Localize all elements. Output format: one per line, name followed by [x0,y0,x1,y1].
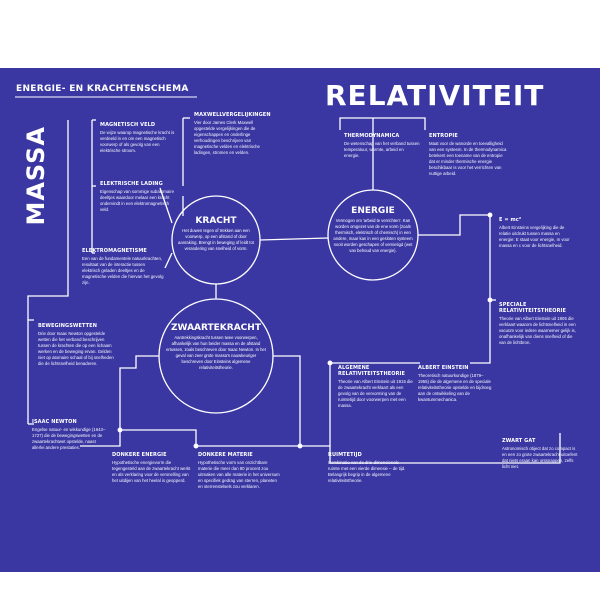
node-zwaartekracht-text: Aantrekkingskracht tussen twee voorwerpen, afhankelijk van hun beider massa en de afstand ertussen, zoals beschreven door Isaac Newton. In het geval van zeer grote massa's nauwkeuriger beschreven door Einsteins algemene relativiteitstheorie. [166,335,266,371]
box-isaac-newton-title: ISAAC NEWTON [32,419,77,425]
box-entropie [429,134,507,177]
node-kracht-title: KRACHT [195,216,237,226]
box-speciale-rt-text: Theorie van Albert Einstein uit 1905 die verklaart waarom de lichtsnelheid in een vacuüm voor iedere waarnemer gelijk is, onafhankelijk van diens snelheid of die van de lichtbron. [499,315,576,345]
box-entropie-text: Maat voor de wanorde en toevalligheid van een systeem. In de thermodynamica betekent een toename van de entropie dat er minder thermische energie beschikbaar is voor het verrichten van nuttige arbeid. [429,140,507,177]
box-albert-einstein [418,366,492,403]
node-energie-text: Vermogen om 'arbeid te verrichten'. Kan worden omgezet van de ene vorm (zoals thermisch, elektrisch of chemisch) in een andere, maar kan in een gesloten systeem nooit worden geschapen of vernietigd (wet van behoud van energie). [333,218,413,254]
node-energie-title: ENERGIE [351,206,395,216]
box-thermodynamica-title: THERMODYNAMICA [344,133,400,139]
box-magnetisch-veld [100,123,176,154]
box-albert-einstein-text: Theoretisch natuurkundige (1879–1955) die de algemene en de speciale relativiteitstheorie opstelde en bijdroeg aan de ontwikkeling van de kwantummechanica. [418,372,492,403]
box-maxwell-text: Vier door James Clerk Maxwell opgestelde vergelijkingen die de eigenschappen en onderlinge verhoudingen beschrijven van magnetische velden en elektrische ladingen, stromen en velden. [194,119,260,156]
box-bewegingswetten-title: BEWEGINGSWETTEN [38,323,97,329]
box-thermodynamica [344,134,420,159]
box-speciale-rt [499,303,577,346]
box-algemene-rt-text: Theorie van Albert Einstein uit 1915 die de zwaartekracht verklaart als een gevolg van de vervorming van de ruimtetijd door voorwerpen met een massa. [338,378,413,408]
box-elektromagnetisme-title: ELEKTROMAGNETISME [82,248,147,254]
side-title: MASSA [22,126,50,226]
node-zwaartekracht-title: ZWAARTEKRACHT [171,323,261,333]
box-donkere-energie-text: Hypothetische energievorm die tegengesteld aan de zwaartekracht werkt en als verklaring voor de versnelling van het uitdijen van het heelal is geopperd. [112,459,191,484]
box-elektromagnetisme [82,249,164,286]
box-ruimtetijd-text: Combinatie van de drie-dimensionale ruimte met een vierde dimensie – de tijd. Belangrijk begrip in de algemene relativiteitstheorie. [328,459,406,484]
box-bewegingswetten [38,324,118,367]
box-speciale-rt-title: SPECIALE RELATIVITEITSTHEORIE [499,302,567,314]
box-ruimtetijd-title: RUIMTETIJD [328,452,362,458]
box-isaac-newton-text: Engelse natuur- en wiskundige (1643–1727) die de bewegingswetten en de zwaartekrachtwet opstelde, naast allerlei andere prestaties. [32,426,106,451]
box-magnetisch-veld-title: MAGNETISCH VELD [100,122,156,128]
node-energie [332,206,414,255]
box-magnetisch-veld-text: De wijze waarop magnetische kracht is verdeeld in en om een magnetisch voorwerp of als gevolg van een elektrische stroom. [100,129,175,154]
box-emc2 [499,218,575,249]
box-donkere-materie [198,453,282,490]
box-donkere-energie [112,453,192,484]
box-emc2-title: E = mc² [499,217,522,223]
box-albert-einstein-title: ALBERT EINSTEIN [418,365,469,371]
box-thermodynamica-text: De wetenschap van het verband tussen temperatuur, warmte, arbeid en energie. [344,140,420,158]
node-zwaartekracht [166,323,266,372]
box-donkere-energie-title: DONKERE ENERGIE [112,452,167,458]
box-elektrische-lading-title: ELEKTRISCHE LADING [100,181,163,187]
box-algemene-rt-title: ALGEMENE RELATIVITEITSTHEORIE [338,365,406,377]
box-zwart-gat [502,439,580,470]
box-donkere-materie-text: Hypothetische vorm van onzichtbare materie die meer dan 80 procent zou uitmaken van alle materie in het universum en specifiek gedrag van sterren, planeten en sterrenstelsels zou verklaren. [198,459,280,490]
box-donkere-materie-title: DONKERE MATERIE [198,452,253,458]
box-entropie-title: ENTROPIE [429,133,458,139]
box-isaac-newton [32,420,108,451]
box-zwart-gat-title: ZWART GAT [502,438,536,444]
box-zwart-gat-text: Astronomisch object dat zo compact is en een zo grote zwaartekracht uitoefent dat niets eraan kan ontsnappen, zelfs licht niet. [502,445,578,470]
main-title: RELATIVITEIT [325,79,545,112]
poster [0,68,600,572]
node-kracht [178,216,254,252]
box-maxwell-title: MAXWELLVERGELIJKINGEN [194,112,271,118]
box-elektromagnetisme-text: Een van de fundamentele natuurkrachten, resultaat van de interactie tussen elektrisch geladen deeltjes en de magnetische velden die hiervan het gevolg zijn. [82,255,164,286]
box-maxwell [194,113,274,156]
box-elektrische-lading [100,182,176,213]
node-kracht-text: Het duwen tegen of trekken aan een voorwerp, op een afstand of door aanraking. Brengt in beweging of leidt tot verandering van snelheid of vorm. [178,228,254,252]
box-emc2-text: Albert Einsteins vergelijking die de relatie uitdrukt tussen massa en energie: E staat voor energie, m voor massa en c voor de lichtsnelheid. [499,224,570,249]
box-ruimtetijd [328,453,410,484]
box-elektrische-lading-text: Eigenschap van sommige subatomaire deeltjes waardoor melaar een kracht ondervindt in een elektromagnetisch veld. [100,188,175,213]
box-algemene-rt [338,366,414,409]
schema-title: ENERGIE- EN KRACHTENSCHEMA [16,84,189,94]
box-bewegingswetten-text: Drie door Isaac Newton opgestelde wetten die het verband beschrijven tussen de krachten die op een lichaam werken en de beweging ervan. Gelden niet op atomaire schaal of bij snelheden die de lichtsnelheid benaderen. [38,330,114,367]
